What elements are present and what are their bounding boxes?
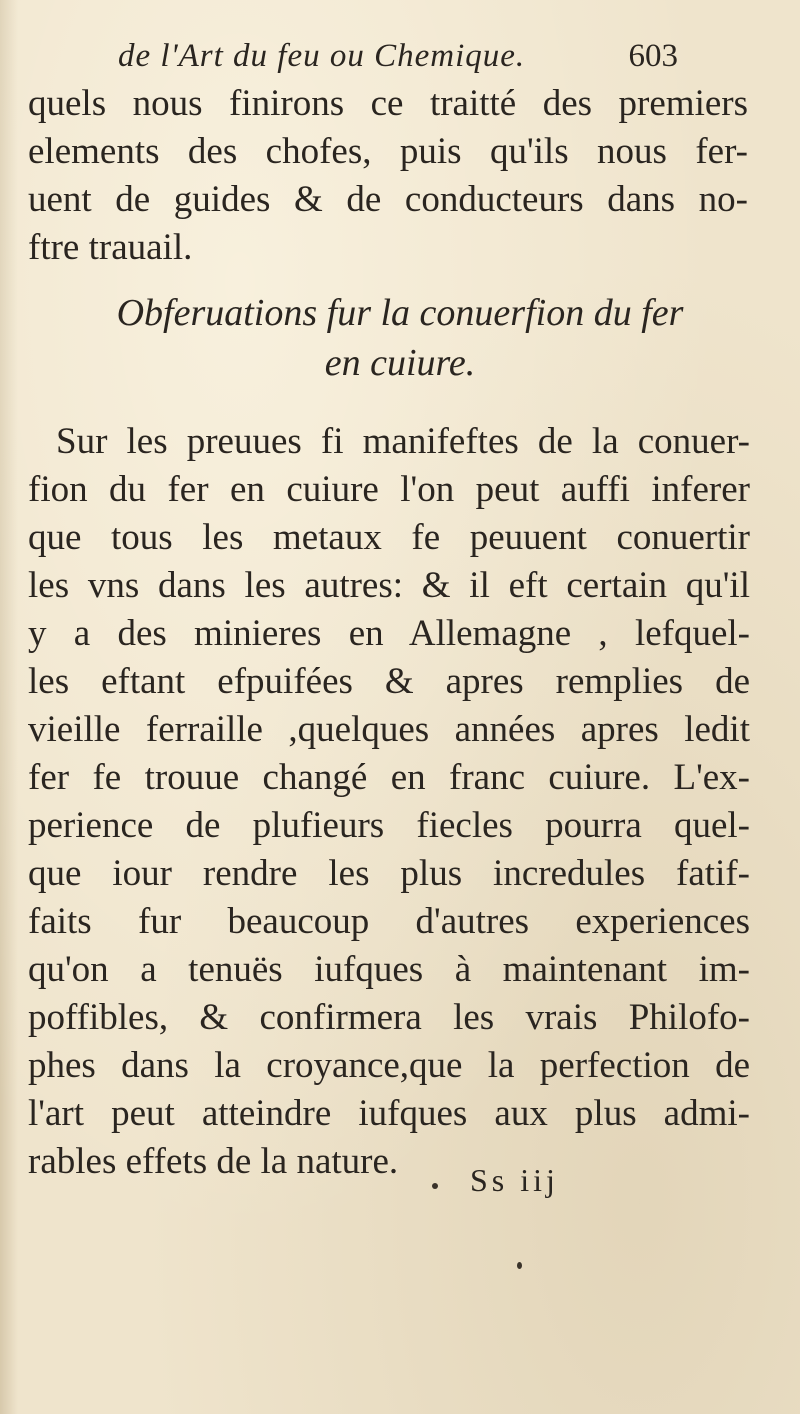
running-title: de l'Art du feu ou Chemique. [118,38,526,74]
intro-text [28,80,748,272]
text-line: phes dans la croyance,que la perfection de [28,1045,750,1086]
text-line: poffibles, & confirmera les vrais Philofo- [28,997,750,1038]
text-line: ftre trauail. [28,227,193,268]
ink-dot [517,1262,522,1269]
text-line: rables effets de la nature. [28,1141,399,1182]
section-heading-line: en cuiure. [324,342,476,384]
text-line: Sur les preuues fi manifeftes de la conuer- [56,421,750,462]
text-line: les vns dans les autres: & il eft certain qu'il [28,565,750,606]
page-header [118,38,678,86]
text-line: uent de guides & de conducteurs dans no- [28,179,748,220]
section-heading [0,288,800,388]
text-line: quels nous finirons ce traitté des premiers [28,83,748,124]
ink-dot [432,1183,438,1189]
page-number: 603 [628,38,678,74]
text-line: fer fe trouue changé en franc cuiure. L'ex- [28,757,750,798]
text-line: l'art peut atteindre iufques aux plus admi- [28,1093,750,1134]
text-line: faits fur beaucoup d'autres experiences [28,901,750,942]
signature-mark: Ss iij [470,1162,559,1198]
text-line: que tous les metaux fe peuuent conuertir [28,517,750,558]
section-heading-line: Obferuations fur la conuerfion du fer [116,292,684,334]
text-line: vieille ferraille ,quelques années apres ledit [28,709,750,750]
text-line: perience de plufieurs fiecles pourra quel- [28,805,750,846]
main-paragraph [28,418,750,1186]
text-line: fion du fer en cuiure l'on peut auffi inferer [28,469,750,510]
text-line: les eftant efpuifées & apres remplies de [28,661,750,702]
text-line: que iour rendre les plus incredules fatif- [28,853,750,894]
text-line: elements des chofes, puis qu'ils nous fer- [28,131,748,172]
text-line: y a des minieres en Allemagne , lefquel- [28,613,750,654]
text-line: qu'on a tenuës iufques à maintenant im- [28,949,750,990]
